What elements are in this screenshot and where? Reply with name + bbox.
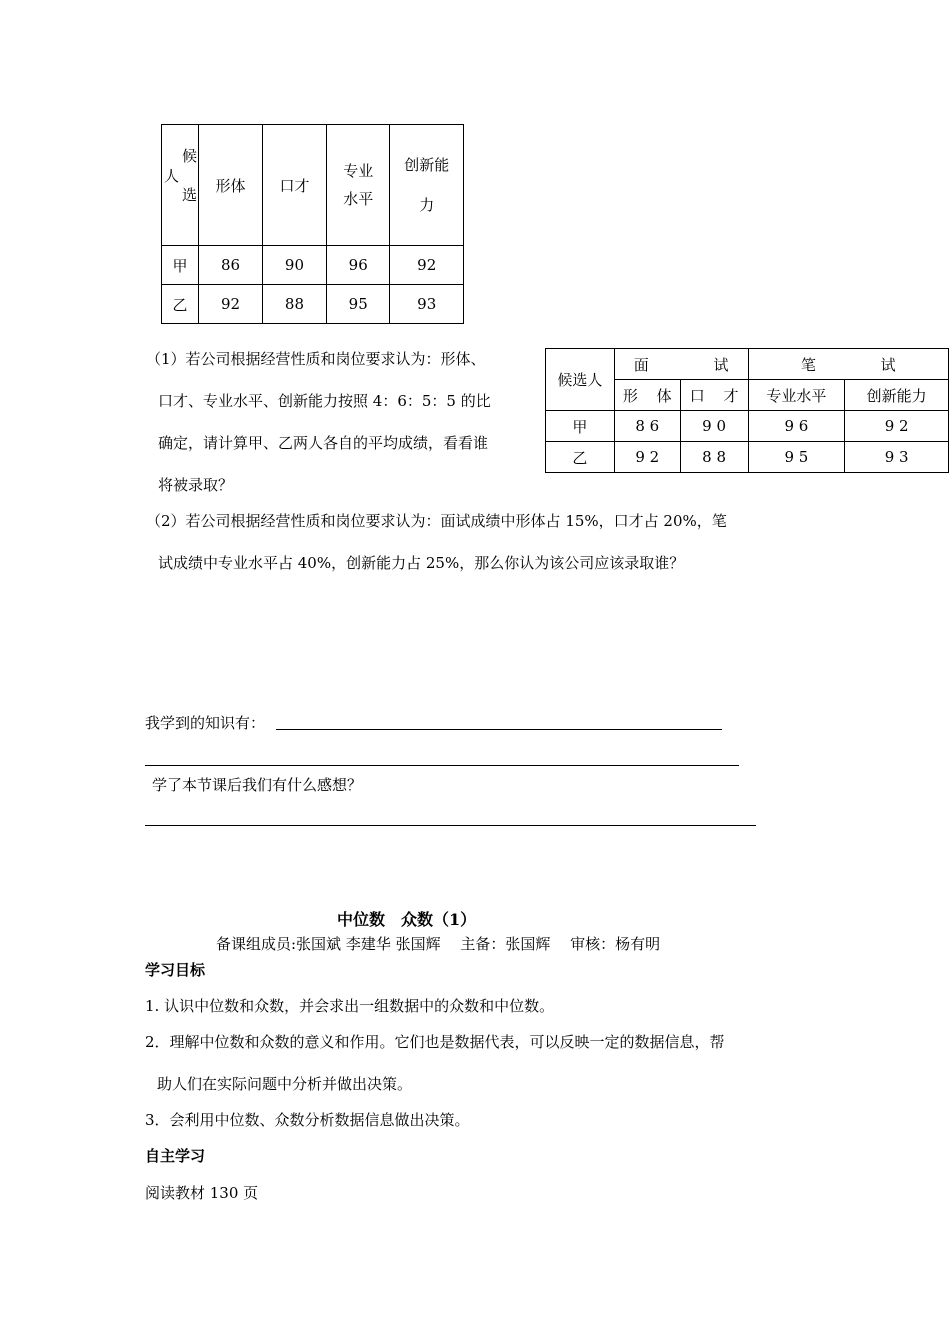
table-cell: 88 [262,285,326,324]
goal-2: 2．理解中位数和众数的意义和作用。它们也是数据代表，可以反映一定的数据信息，帮 [145,1033,725,1051]
header-written: 笔 试 [748,349,949,380]
header-innovation-text: 创新能力 [404,156,450,214]
table-row [162,285,464,324]
header-innovation [390,125,464,246]
knowledge-label: 我学到的知识有： [145,714,266,732]
feeling-label: 学了本节课后我们有什么感想？ [152,776,363,794]
subheader-body: 形 体 [614,380,680,411]
question-1-line-1: （1）若公司根据经营性质和岗位要求认为：形体、 [146,350,486,368]
table-cell: 8 8 [680,442,748,473]
feeling-answer-line[interactable] [145,825,756,826]
knowledge-answer-line-1[interactable] [276,729,722,730]
subheader-innovation: 创新能力 [845,380,949,411]
scores-table-1 [161,124,464,324]
table-cell: 甲 [546,411,615,442]
table-cell: 8 6 [614,411,680,442]
question-2-line-1: （2）若公司根据经营性质和岗位要求认为：面试成绩中形体占 15%，口才占 20%，笔 [146,512,727,530]
section-title: 中位数 众数（1） [337,910,477,929]
header-professional-text: 专业水平 [343,162,374,208]
subheader-speech: 口 才 [680,380,748,411]
header-body [199,125,263,246]
section-byline: 备课组成员:张国斌 李建华 张国辉 主备：张国辉 审核：杨有明 [216,935,661,953]
table-cell: 9 3 [845,442,949,473]
question-1-line-4: 将被录取？ [158,476,234,494]
goal-3: 3．会利用中位数、众数分析数据信息做出决策。 [145,1111,470,1129]
table-cell: 9 2 [614,442,680,473]
table-cell: 9 2 [845,411,949,442]
header-professional [326,125,389,246]
goals-heading: 学习目标 [145,961,206,979]
header-candidate-2: 候选人 [546,349,615,411]
question-2-line-2: 试成绩中专业水平占 40%，创新能力占 25%，那么你认为该公司应该录取谁？ [158,554,685,572]
table-cell: 96 [326,246,389,285]
question-1-line-3: 确定，请计算甲、乙两人各自的平均成绩，看看谁 [158,434,489,452]
knowledge-answer-line-2[interactable] [145,765,739,766]
subheader-professional: 专业水平 [748,380,845,411]
table-cell: 95 [326,285,389,324]
table-row [546,411,949,442]
header-candidate [162,125,199,246]
table-cell: 9 5 [748,442,845,473]
table-row [546,442,949,473]
table-cell: 甲 [162,246,199,285]
table-cell: 92 [199,285,263,324]
reading-assignment: 阅读教材 130 页 [145,1184,259,1202]
table-cell: 乙 [546,442,615,473]
header-interview: 面 试 [614,349,748,380]
goal-2-continued: 助人们在实际问题中分析并做出决策。 [157,1075,413,1093]
table-cell: 86 [199,246,263,285]
header-speech-text: 口才 [279,176,310,195]
table-cell: 90 [262,246,326,285]
question-1-line-2: 口才、专业水平、创新能力按照 4：6：5：5 的比 [158,392,491,410]
self-study-heading: 自主学习 [145,1147,206,1165]
table-cell: 93 [390,285,464,324]
table-row [162,246,464,285]
scores-table-2 [545,348,949,473]
table-cell: 9 0 [680,411,748,442]
header-candidate-text: 候选人 [162,148,198,226]
header-speech [262,125,326,246]
goal-1: 1. 认识中位数和众数，并会求出一组数据中的众数和中位数。 [145,997,555,1015]
table-cell: 乙 [162,285,199,324]
table-cell: 9 6 [748,411,845,442]
header-body-text: 形体 [215,176,246,195]
table-cell: 92 [390,246,464,285]
